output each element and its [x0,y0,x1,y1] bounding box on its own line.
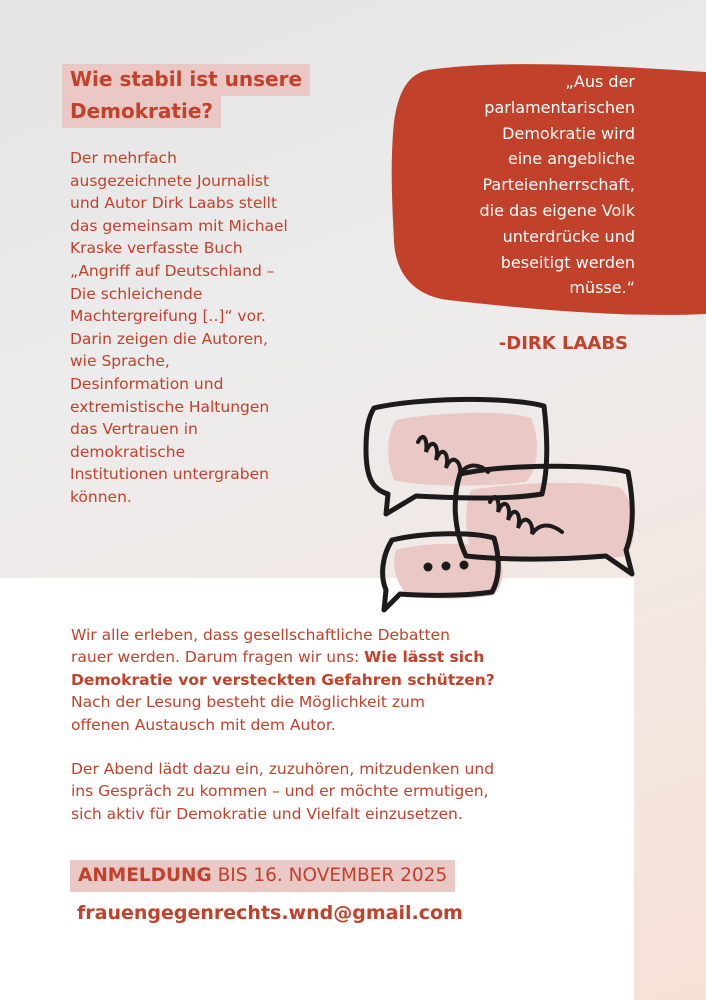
intro-line: und Autor Dirk Laabs stellt [70,194,278,213]
quote-line: beseitigt werden [500,252,635,272]
intro-line: „Angriff auf Deutschland – [70,261,275,280]
body-line: offenen Austausch mit dem Autor. [71,715,336,734]
quote-line: die das eigene Volk [479,200,635,220]
intro-line: extremistische Haltungen [70,397,270,416]
body-line: Der Abend lädt dazu ein, zuzuhören, mitzudenken und [71,760,495,779]
quote-line: unterdrücke und [502,226,635,246]
quote-line: eine angebliche [507,149,635,169]
body-line: Wir alle erleben, dass gesellschaftliche Debatten [71,626,450,644]
intro-line: demokratische [70,442,186,461]
section-heading [62,64,310,128]
quote-line: parlamentarischen [484,97,635,117]
body-line: sich aktiv für Demokratie und Vielfalt einzusetzen. [71,804,463,823]
quote-line: „Aus der [565,72,635,91]
registration-deadline: BIS 16. NOVEMBER 2025 [211,865,448,886]
contact-email-link[interactable]: frauengegenrechts.wnd@gmail.com [77,902,463,924]
body-bold-question-b: Demokratie vor versteckten Gefahren schützen? [71,670,495,689]
quote-text [405,69,635,301]
intro-line: Institutionen untergraben [70,465,270,484]
body-bold-question-a: Wie lässt sich [364,648,485,667]
event-description [71,624,611,825]
intro-line: Desinformation und [70,374,224,393]
intro-line: Machtergreifung [..]“ vor. [70,307,266,326]
intro-line: Die schleichende [70,284,203,303]
paragraph-1 [71,624,611,736]
intro-line: Der mehrfach [70,149,177,167]
speech-bubbles-illustration [356,390,646,615]
intro-line: ausgezeichnete Journalist [70,171,270,190]
paragraph-2 [71,758,611,825]
intro-line: das gemeinsam mit Michael [70,216,288,235]
quote-line: Demokratie wird [502,123,635,143]
body-line: Nach der Lesung besteht die Möglichkeit zum [71,693,425,712]
intro-line: wie Sprache, [70,352,170,371]
body-line: ins Gespräch zu kommen – und er möchte ermutigen, [71,782,489,801]
quote-line: Parteienherrschaft, [482,175,635,195]
quote-line: müsse.“ [569,278,635,298]
intro-line: Darin zeigen die Autoren, [70,329,268,348]
heading-line-1: Wie stabil ist unsere [62,64,310,96]
heading-line-2: Demokratie? [62,96,221,128]
body-line: rauer werden. Darum fragen wir uns: [71,648,365,667]
quote-author: -DIRK LAABS [498,333,628,354]
registration-banner [70,860,455,892]
registration-label: ANMELDUNG [78,865,212,886]
intro-paragraph [70,147,345,509]
intro-line: Kraske verfasste Buch [70,239,243,258]
intro-line: das Vertrauen in [70,420,198,439]
intro-line: können. [70,487,132,506]
